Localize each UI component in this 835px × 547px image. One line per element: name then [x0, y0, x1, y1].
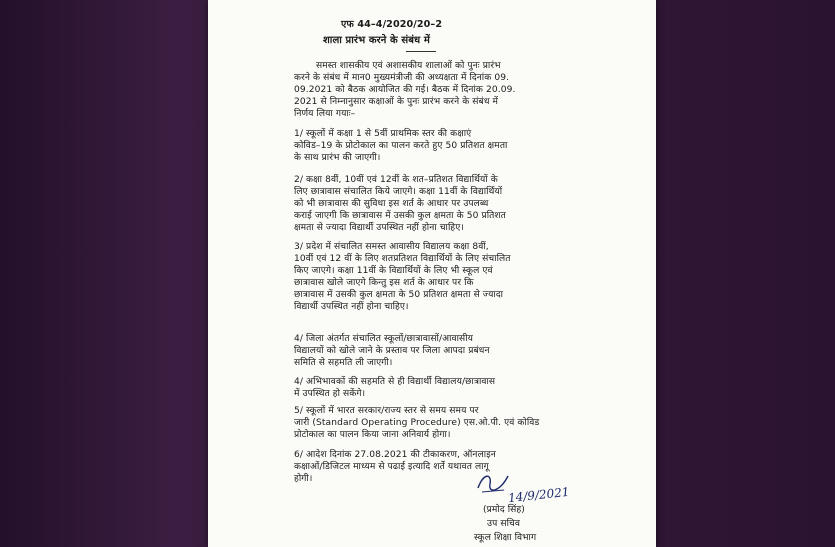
text-line: विद्यार्थी उपस्थित नहीं होना चाहिए।	[294, 302, 409, 312]
text-line: 4/ जिला अंतर्गत संचालित स्कूलों/छात्रावासों/आवासीय	[294, 334, 474, 344]
text-line: समस्त शासकीय एवं अशासकीय शालाओं को पुनः प्रारंभ	[316, 61, 501, 71]
reference-number: एफ 44–4/2020/20–2	[341, 19, 443, 30]
text-line: छात्रावास में उसकी कुल क्षमता के 50 प्रतिशत क्षमता से ज्यादा	[294, 290, 504, 300]
intro-paragraph	[294, 60, 582, 120]
point-5	[294, 405, 582, 441]
point-4	[294, 333, 582, 369]
signatory-department: स्कूल शिक्षा विभाग	[474, 533, 537, 543]
text-line: विद्यालयों को खोले जाने के प्रस्ताव पर जिला आपदा प्रबंधन	[294, 346, 490, 356]
point-2	[294, 174, 582, 234]
point-4b	[294, 376, 582, 400]
point-3	[294, 241, 582, 313]
text-line: कराई जाएगी कि छात्रावास में उसकी कुल क्षमता के 50 प्रतिशत	[294, 211, 506, 221]
text-line: 4/ अभिभावकों की सहमति से ही विद्यार्थी विद्यालय/छात्रावास	[294, 377, 496, 387]
text-line: कोविड–19 के प्रोटोकाल का पालन करते हुए 50 प्रतिशत क्षमता	[294, 141, 508, 151]
subject-underline	[406, 51, 436, 52]
text-line: 3/ प्रदेश में संचालित समस्त आवासीय विद्यालय कक्षा 8वीं,	[294, 242, 489, 252]
signatory-designation: उप सचिव	[487, 519, 520, 529]
document-page	[208, 0, 656, 547]
text-line: 1/ स्कूलों में कक्षा 1 से 5वीं प्राथमिक स्तर की कक्षाएं	[294, 129, 472, 139]
text-line: प्रोटोकाल का पालन किया जाना अनिवार्य होगा।	[294, 430, 451, 440]
text-line: को भी छात्रावास की सुविधा इस शर्त के आधार पर उपलब्ध	[294, 199, 489, 209]
signatory-name: (प्रमोद सिंह)	[483, 505, 525, 515]
point-6	[294, 449, 582, 485]
text-line: क्षमता से ज्यादा विद्यार्थी उपस्थित नहीं होना चाहिए।	[294, 223, 464, 233]
text-line: होगी।	[294, 474, 313, 484]
text-line: छात्रावास खोले जाएगे किन्तु इस शर्त के आधार पर कि	[294, 278, 474, 288]
text-line: निर्णय लिया गयाः–	[294, 109, 356, 119]
text-line: जारी (Standard Operating Procedure) एस.ओ.पी. एवं कोविड	[294, 418, 540, 428]
subject-heading: शाला प्रारंभ करने के संबंध में	[323, 35, 430, 46]
signature-date: 14/9/2021	[507, 484, 571, 506]
text-line: कक्षाओं/डिजिटल माध्यम से पढाई इत्यादि शर्ते यथावत लागू	[294, 462, 489, 472]
text-line: करने के संबंध में मान0 मुख्यमंत्रीजी की अध्यक्षता में दिनांक 09.	[294, 73, 510, 83]
text-line: 2021 से निम्नानुसार कक्षाओं के पुनः प्रारंभ करने के संबंध में	[294, 97, 499, 107]
text-line: 2/ कक्षा 8वीं, 10वीं एवं 12वीं के शत–प्रतिशत विद्यार्थियों के	[294, 175, 498, 185]
text-line: समिति से सहमति ली जाएगी।	[294, 358, 393, 368]
text-line: में उपस्थित हो सकेंगे।	[294, 389, 366, 399]
text-line: के साथ प्रारंभ की जाएगी।	[294, 153, 381, 163]
text-line: 09.2021 को बैठक आयोजित की गई। बैठक में दिनांक 20.09.	[294, 85, 516, 95]
point-1	[294, 128, 582, 164]
text-line: लिए छात्रावास संचालित किये जाएगे। कक्षा 11वीं के विद्यार्थियों	[294, 187, 503, 197]
text-line: 6/ आदेश दिनांक 27.08.2021 की टीकाकरण, ऑनलाइन	[294, 450, 496, 460]
text-line: 5/ स्कूलों में भारत सरकार/राज्य स्तर से समय समय पर	[294, 406, 479, 416]
text-line: किए जाएगे। कक्षा 11वीं के विद्यार्थियों के लिए भी स्कूल एवं	[294, 266, 493, 276]
text-line: 10वीं एवं 12 वीं के लिए शतप्रतिशत विद्यार्थियों के लिए संचालित	[294, 254, 511, 264]
